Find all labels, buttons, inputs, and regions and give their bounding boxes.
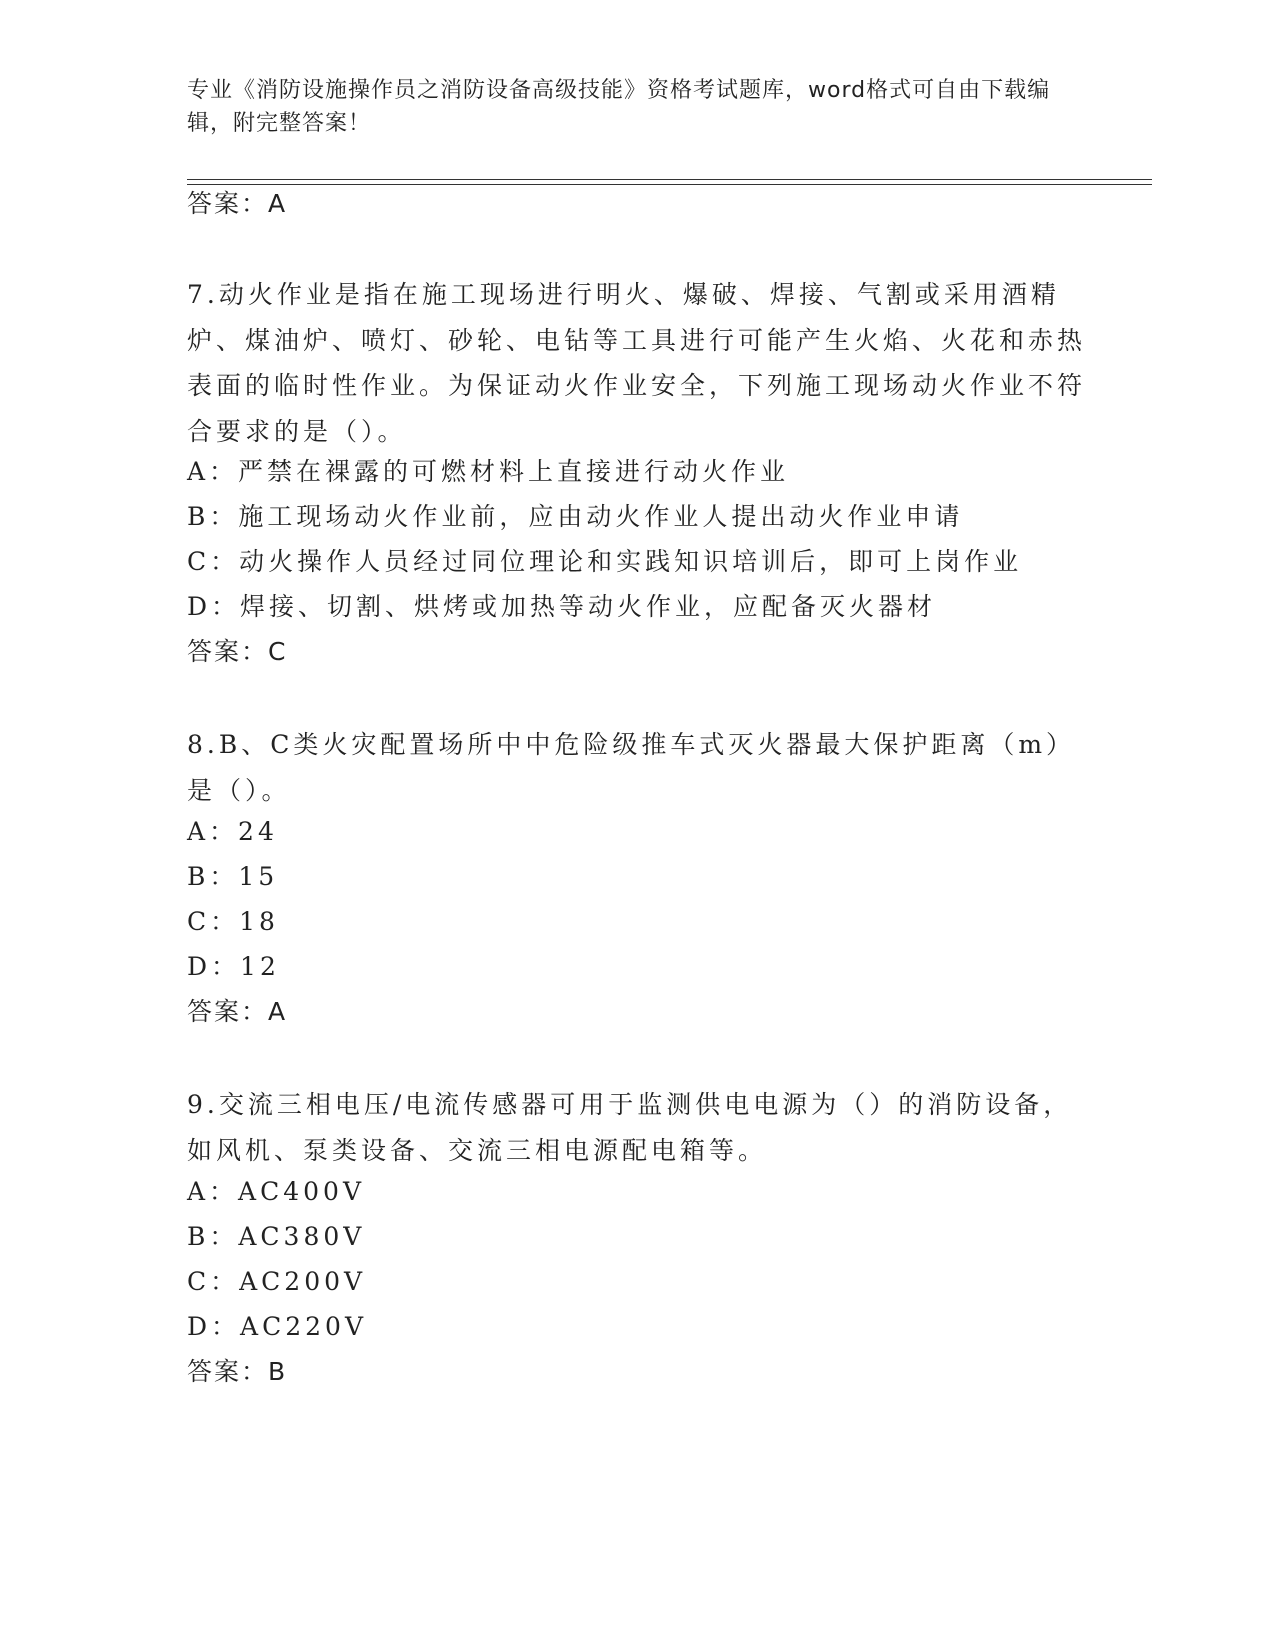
option-c: C：AC200V [187, 1267, 367, 1296]
option-c: C：18 [187, 907, 279, 936]
option-d: D：焊接、切割、烘烤或加热等动火作业，应配备灭火器材 [187, 592, 937, 621]
option-d: D：AC220V [187, 1312, 367, 1341]
header-divider-bottom [187, 184, 1152, 185]
option-a: A：严禁在裸露的可燃材料上直接进行动火作业 [187, 457, 790, 486]
question-text: 8.B、C类火灾配置场所中中危险级推车式灭火器最大保护距离（m）是（）。 [187, 730, 1076, 805]
previous-answer: 答案：A [187, 189, 288, 218]
option-a: A：AC400V [187, 1177, 366, 1206]
option-c: C：动火操作人员经过同位理论和实践知识培训后，即可上岗作业 [187, 547, 1023, 576]
answer: 答案：B [187, 1357, 288, 1386]
answer: 答案：A [187, 997, 288, 1026]
header-divider-top [187, 179, 1152, 180]
document-header: 专业《消防设施操作员之消防设备高级技能》资格考试题库，word格式可自由下载编辑，附完整答案！ [187, 78, 1051, 136]
option-d: D：12 [187, 952, 280, 981]
option-b: B：AC380V [187, 1222, 366, 1251]
question-text: 7.动火作业是指在施工现场进行明火、爆破、焊接、气割或采用酒精炉、煤油炉、喷灯、砂轮、电钻等工具进行可能产生火焰、火花和赤热表面的临时性作业。为保证动火作业安全，下列施工现场动火作业不符合要求的是（）。 [187, 280, 1087, 446]
option-b: B：15 [187, 862, 279, 891]
option-a: A：24 [187, 817, 278, 846]
answer: 答案：C [187, 637, 288, 666]
question-text: 9.交流三相电压/电流传感器可用于监测供电电源为（）的消防设备，如风机、泵类设备、交流三相电源配电箱等。 [187, 1090, 1073, 1165]
option-b: B：施工现场动火作业前，应由动火作业人提出动火作业申请 [187, 502, 964, 531]
